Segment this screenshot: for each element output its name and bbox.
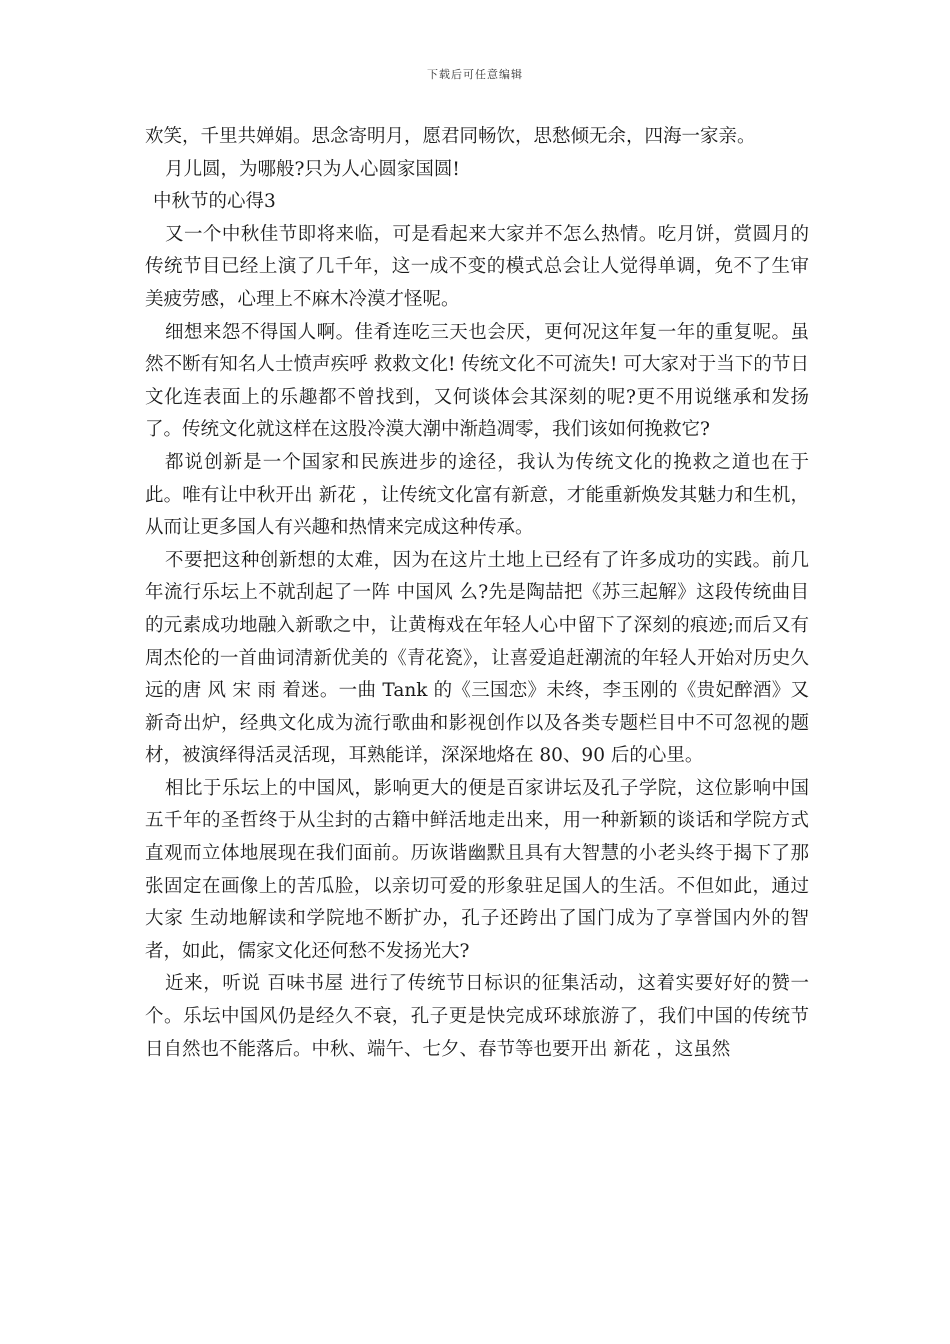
paragraph: 细想来怨不得国人啊。佳肴连吃三天也会厌，更何况这年复一年的重复呢。虽然不断有知名人士愤声疾呼 救救文化! 传统文化不可流失! 可大家对于当下的节日文化连表面上的乐趣都不曾找到，又何谈体会其深刻的呢?更不用说继承和发扬了。传统文化就这样在这股冷漠大潮中渐趋凋零，我们该如何挽救它? <box>145 321 809 441</box>
paragraph: 近来，听说 百味书屋 进行了传统节日标识的征集活动，这着实要好好的赞一个。乐坛中国风仍是经久不衰，孔子更是快完成环球旅游了，我们中国的传统节日自然也不能落后。中秋、端午、七夕、春节等也要开出 新花 ，这虽然 <box>145 973 809 1060</box>
paragraph: 都说创新是一个国家和民族进步的途径，我认为传统文化的挽救之道也在于此。唯有让中秋开出 新花 ，让传统文化富有新意，才能重新焕发其魅力和生机，从而让更多国人有兴趣和热情来完成这种传承。 <box>145 451 809 539</box>
page-header: 下载后可任意编辑 <box>427 68 523 81</box>
paragraph: 又一个中秋佳节即将来临，可是看起来大家并不怎么热情。吃月饼，赏圆月的传统节目已经上演了几千年，这一成不变的模式总会让人觉得单调，免不了生审美疲劳感，心理上不麻木冷漠才怪呢。 <box>145 223 809 310</box>
paragraph: 不要把这种创新想的太难，因为在这片土地上已经有了许多成功的实践。前几年流行乐坛上不就刮起了一阵 中国风 么?先是陶喆把《苏三起解》这段传统曲目的元素成功地融入新歌之中，让黄梅戏在年轻人心中留下了深刻的痕迹;而后又有周杰伦的一首曲词清新优美的《青花瓷》，让喜爱追赶潮流的年轻人开始对历史久远的唐 风 宋 雨 着迷。一曲 Tank 的《三国恋》未终，李玉刚的《贵妃醉酒》又新奇出炉，经典文化成为流行歌曲和影视创作以及各类专题栏目中不可忽视的题材，被演绎得活灵活现，耳熟能详，深深地烙在 80、90 后的心里。 <box>145 549 809 767</box>
paragraph: 月儿圆，为哪般?只为人心圆家国圆! <box>165 158 460 180</box>
paragraph-continued: 欢笑，千里共婵娟。思念寄明月，愿君同畅饮，思愁倾无余，四海一家亲。 <box>145 126 756 147</box>
document-body <box>145 121 809 1066</box>
paragraph: 相比于乐坛上的中国风，影响更大的便是百家讲坛及孔子学院，这位影响中国五千年的圣哲终于从尘封的古籍中鲜活地走出来，用一种新颖的谈话和学院方式直观而立体地展现在我们面前。历诙谐幽默且具有大智慧的小老头终于揭下了那张固定在画像上的苦瓜脸，以亲切可爱的形象驻足国人的生活。不但如此，通过 大家 生动地解读和学院地不断扩办，孔子还跨出了国门成为了享誉国内外的智者，如此，儒家文化还何愁不发扬光大? <box>145 777 809 962</box>
section-heading: 中秋节的心得3 <box>153 191 276 213</box>
